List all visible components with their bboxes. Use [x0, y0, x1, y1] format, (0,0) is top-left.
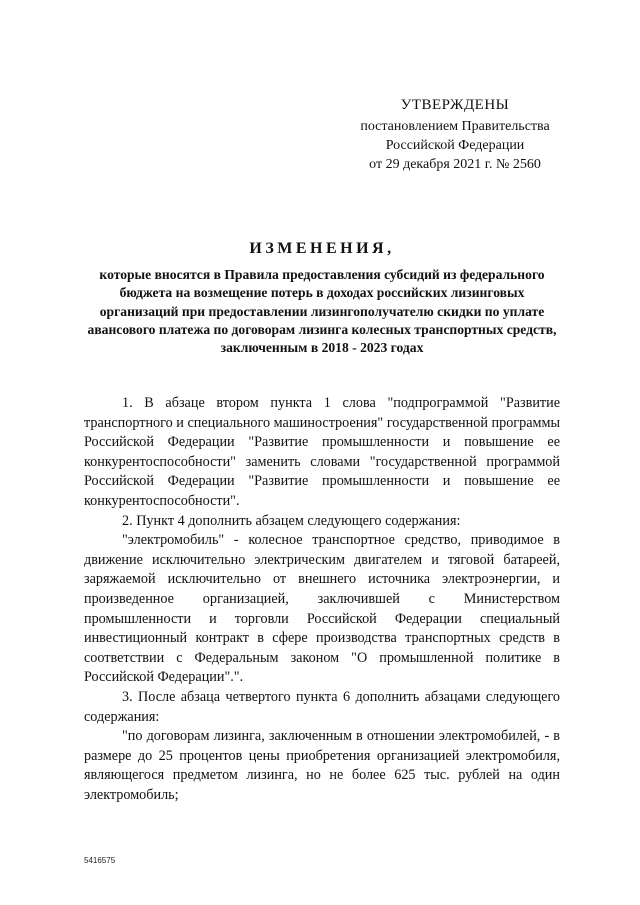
paragraph-1: 1. В абзаце втором пункта 1 слова "подпрограммой "Развитие транспортного и специального машиностроения" государственной программы Российской Федерации "Развитие промышленности и повышение ее конкурентоспособности" заменить словами "государственной программой Российской Федерации "Развитие промышленности и повышение ее конкурентоспособности". [84, 395, 560, 509]
approval-line-1: постановлением Правительства [360, 119, 550, 134]
approval-block [340, 96, 570, 174]
document-subtitle: которые вносятся в Правила предоставления субсидий из федерального бюджета на возмещение потерь в доходах российских лизинговых организаций при предоставлении лизингополучателю скидки по уплате авансового платежа по договорам лизинга колесных транспортных средств, заключенным в 2018 - 2023 годах [87, 267, 557, 356]
paragraph-2: 2. Пункт 4 дополнить абзацем следующего содержания: [122, 512, 461, 529]
approval-line-2: Российской Федерации [385, 138, 525, 153]
paragraph-5: "по договорам лизинга, заключенным в отношении электромобилей, - в размере до 25 процентов цены приобретения организацией электромобиля, являющегося предметом лизинга, но не более 625 тыс. рублей на один электромобиль; [84, 728, 560, 803]
document-title: ИЗМЕНЕНИЯ, [249, 240, 395, 257]
paragraph-3: "электромобиль" - колесное транспортное средство, приводимое в движение исключительно электрическим двигателем и тяговой батареей, заряжаемой исключительно от внешнего источника электроэнергии, и произведенное организацией, заключившей с Министерством промышленности и торговли Российской Федерации специальный инвестиционный контракт в сфере производства транспортных средств в соответствии с Федеральным законом "О промышленной политике в Российской Федерации".". [84, 532, 560, 686]
approval-line-3: от 29 декабря 2021 г. № 2560 [369, 157, 541, 172]
document-id: 5416575 [84, 856, 116, 865]
approval-heading: УТВЕРЖДЕНЫ [400, 97, 510, 113]
paragraph-4: 3. После абзаца четвертого пункта 6 дополнить абзацами следующего содержания: [84, 688, 560, 725]
document-body [84, 394, 560, 805]
